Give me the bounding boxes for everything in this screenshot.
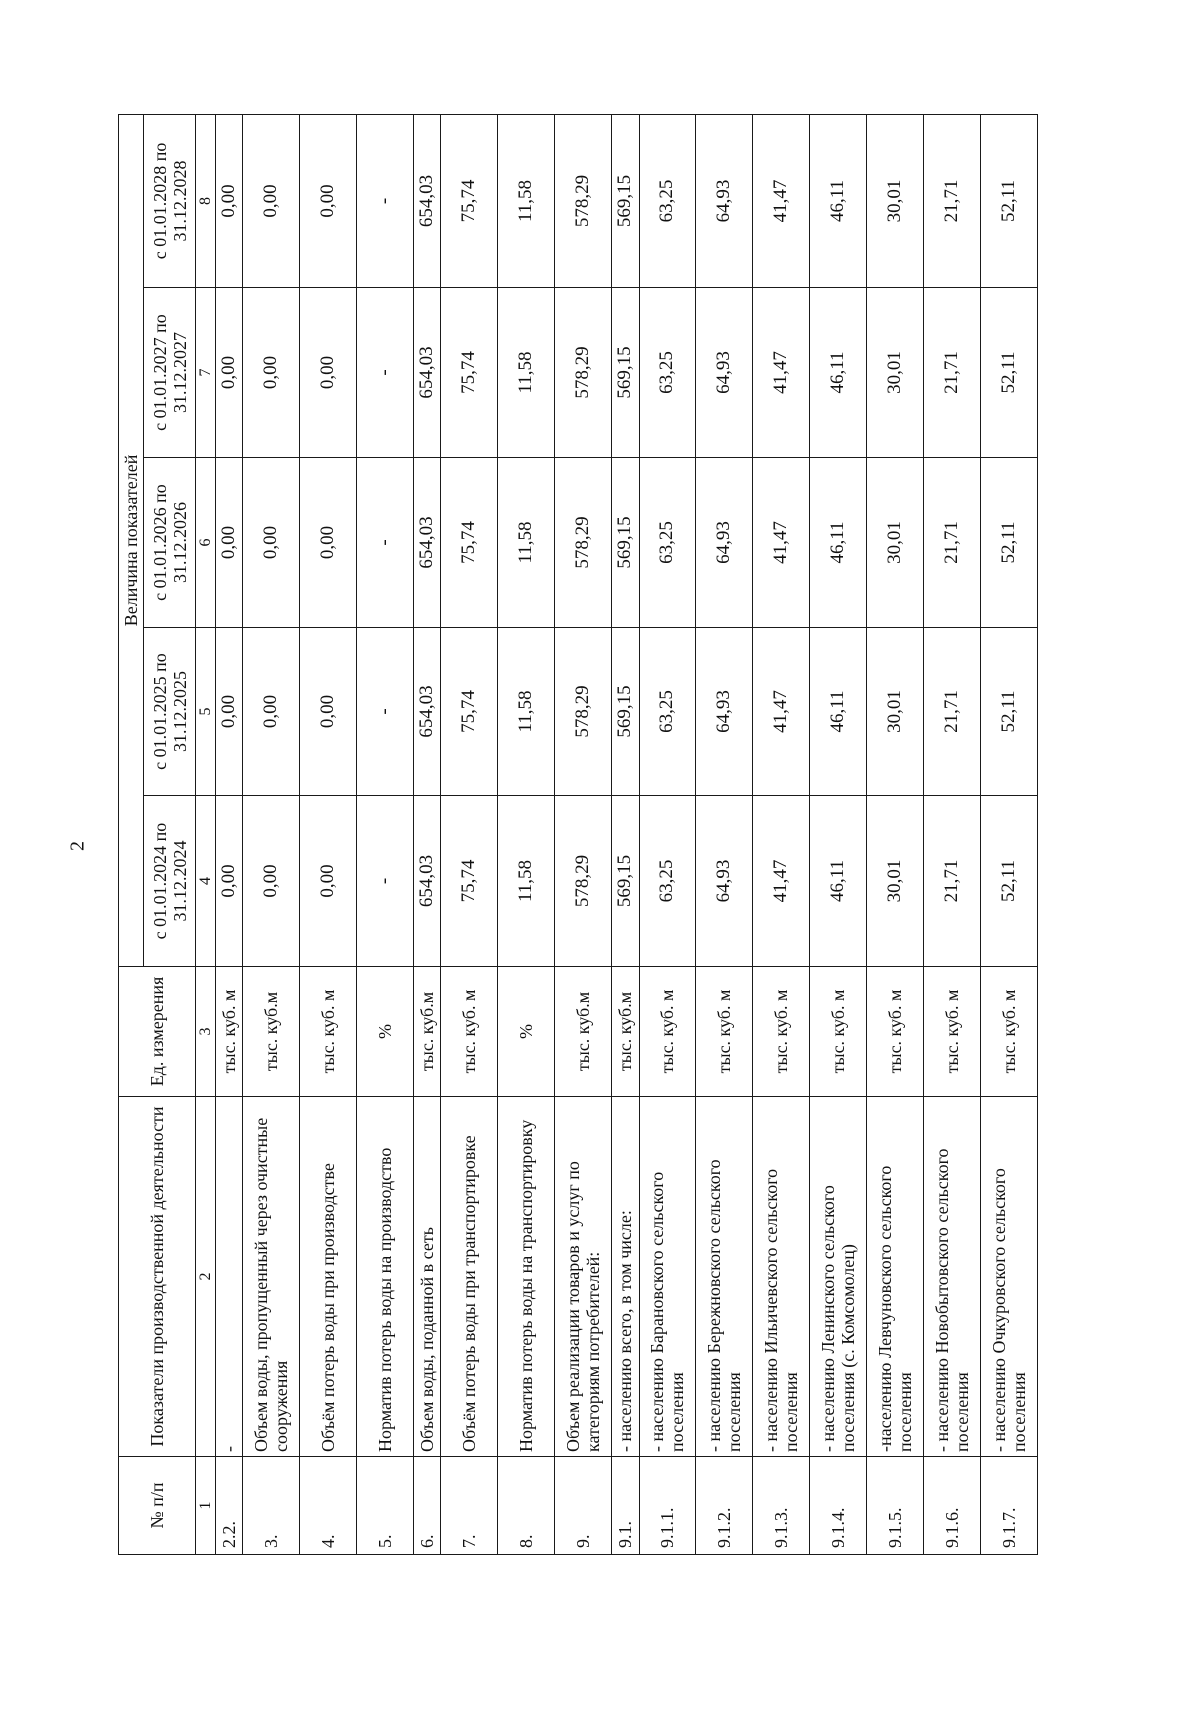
- value-cell: 52,11: [980, 796, 1037, 967]
- header-unit: Ед. измерения: [119, 967, 196, 1097]
- page-number: 2: [66, 841, 89, 851]
- value-cell: 11,58: [498, 114, 555, 287]
- indicator-name: - населению Очкуровского сельского поселения: [980, 1097, 1037, 1457]
- value-cell: 52,11: [980, 114, 1037, 287]
- unit-cell: %: [498, 967, 555, 1097]
- table-row: [498, 114, 555, 1554]
- value-cell: 64,93: [696, 796, 753, 967]
- indicator-name: Объем реализации товаров и услуг по категориям потребителей:: [555, 1097, 612, 1457]
- table-row: [867, 114, 924, 1554]
- header-name: Показатели производственной деятельности: [119, 1097, 196, 1457]
- value-cell: 569,15: [612, 796, 639, 967]
- value-cell: 0,00: [243, 796, 300, 967]
- value-cell: 569,15: [612, 458, 639, 628]
- value-cell: 0,00: [216, 458, 243, 628]
- indicator-name: - населению всего, в том числе:: [612, 1097, 639, 1457]
- table-row: [980, 114, 1037, 1554]
- row-number: 2.2.: [216, 1457, 243, 1555]
- value-cell: 63,25: [639, 288, 696, 458]
- indicators-table-container: [118, 115, 1038, 1555]
- value-cell: 578,29: [555, 796, 612, 967]
- row-number: 7.: [441, 1457, 498, 1555]
- indicator-name: - населению Барановского сельского поселения: [639, 1097, 696, 1457]
- value-cell: 0,00: [243, 458, 300, 628]
- column-number-row: [196, 114, 216, 1554]
- value-cell: 64,93: [696, 458, 753, 628]
- table-row: [810, 114, 867, 1554]
- unit-cell: тыс. куб. м: [867, 967, 924, 1097]
- value-cell: 0,00: [216, 796, 243, 967]
- value-cell: 0,00: [300, 458, 357, 628]
- value-cell: 654,03: [414, 114, 441, 287]
- indicator-name: Объём потерь воды при производстве: [300, 1097, 357, 1457]
- value-cell: 569,15: [612, 628, 639, 796]
- unit-cell: тыс. куб.м: [555, 967, 612, 1097]
- value-cell: 21,71: [924, 288, 981, 458]
- table-row: [414, 114, 441, 1554]
- column-number: 3: [196, 967, 216, 1097]
- value-cell: 654,03: [414, 628, 441, 796]
- indicator-name: - населению Ильичевского сельского поселения: [753, 1097, 810, 1457]
- value-cell: 11,58: [498, 628, 555, 796]
- value-cell: 0,00: [243, 114, 300, 287]
- value-cell: 75,74: [441, 114, 498, 287]
- value-cell: 30,01: [867, 628, 924, 796]
- value-cell: 654,03: [414, 796, 441, 967]
- value-cell: 11,58: [498, 796, 555, 967]
- table-row: [216, 114, 243, 1554]
- value-cell: 63,25: [639, 458, 696, 628]
- header-period-2: с 01.01.2025 по 31.12.2025: [144, 628, 196, 796]
- value-cell: 578,29: [555, 114, 612, 287]
- row-number: 6.: [414, 1457, 441, 1555]
- value-cell: 75,74: [441, 458, 498, 628]
- value-cell: 63,25: [639, 628, 696, 796]
- indicator-name: - населению Новобытовского сельского поселения: [924, 1097, 981, 1457]
- header-period-5: с 01.01.2028 по 31.12.2028: [144, 114, 196, 287]
- row-number: 9.1.1.: [639, 1457, 696, 1555]
- value-cell: 21,71: [924, 796, 981, 967]
- value-cell: 30,01: [867, 114, 924, 287]
- row-number: 9.1.7.: [980, 1457, 1037, 1555]
- value-cell: -: [357, 288, 414, 458]
- value-cell: 63,25: [639, 796, 696, 967]
- header-no: № п/п: [119, 1457, 196, 1555]
- header-period-4: с 01.01.2027 по 31.12.2027: [144, 288, 196, 458]
- row-number: 9.: [555, 1457, 612, 1555]
- value-cell: 0,00: [216, 114, 243, 287]
- unit-cell: %: [357, 967, 414, 1097]
- table-row: [696, 114, 753, 1554]
- indicator-name: -: [216, 1097, 243, 1457]
- row-number: 9.1.: [612, 1457, 639, 1555]
- indicator-name: Объём потерь воды при транспортировке: [441, 1097, 498, 1457]
- value-cell: 0,00: [300, 628, 357, 796]
- row-number: 5.: [357, 1457, 414, 1555]
- value-cell: 578,29: [555, 288, 612, 458]
- value-cell: 578,29: [555, 458, 612, 628]
- value-cell: 21,71: [924, 628, 981, 796]
- unit-cell: тыс. куб. м: [924, 967, 981, 1097]
- indicator-name: - населению Бережновского сельского поселения: [696, 1097, 753, 1457]
- value-cell: 0,00: [300, 796, 357, 967]
- row-number: 9.1.4.: [810, 1457, 867, 1555]
- table-row: [300, 114, 357, 1554]
- unit-cell: тыс. куб. м: [216, 967, 243, 1097]
- value-cell: 75,74: [441, 796, 498, 967]
- indicator-name: Норматив потерь воды на производство: [357, 1097, 414, 1457]
- value-cell: 63,25: [639, 114, 696, 287]
- table-row: [924, 114, 981, 1554]
- header-group: Величина показателей: [119, 114, 144, 966]
- value-cell: 11,58: [498, 458, 555, 628]
- indicator-name: - населению Ленинского сельского поселения (с. Комсомолец): [810, 1097, 867, 1457]
- column-number: 8: [196, 114, 216, 287]
- value-cell: 21,71: [924, 114, 981, 287]
- value-cell: 64,93: [696, 628, 753, 796]
- value-cell: 64,93: [696, 288, 753, 458]
- value-cell: 75,74: [441, 628, 498, 796]
- value-cell: 569,15: [612, 114, 639, 287]
- table-row: [753, 114, 810, 1554]
- table-row: [357, 114, 414, 1554]
- table-body: [216, 114, 1038, 1554]
- row-number: 9.1.2.: [696, 1457, 753, 1555]
- value-cell: 46,11: [810, 628, 867, 796]
- value-cell: -: [357, 628, 414, 796]
- unit-cell: тыс. куб. м: [696, 967, 753, 1097]
- value-cell: 52,11: [980, 458, 1037, 628]
- header-period-1: с 01.01.2024 по 31.12.2024: [144, 796, 196, 967]
- column-number: 2: [196, 1097, 216, 1457]
- indicator-name: Норматив потерь воды на транспортировку: [498, 1097, 555, 1457]
- value-cell: 52,11: [980, 628, 1037, 796]
- unit-cell: тыс. куб. м: [810, 967, 867, 1097]
- value-cell: 46,11: [810, 288, 867, 458]
- indicators-table: [118, 114, 1038, 1555]
- value-cell: 0,00: [243, 628, 300, 796]
- value-cell: 654,03: [414, 458, 441, 628]
- row-number: 3.: [243, 1457, 300, 1555]
- table-row: [243, 114, 300, 1554]
- indicator-name: -населению Левчуновского сельского поселения: [867, 1097, 924, 1457]
- unit-cell: тыс. куб. м: [639, 967, 696, 1097]
- value-cell: 654,03: [414, 288, 441, 458]
- column-number: 5: [196, 628, 216, 796]
- table-row: [441, 114, 498, 1554]
- row-number: 8.: [498, 1457, 555, 1555]
- header-period-3: с 01.01.2026 по 31.12.2026: [144, 458, 196, 628]
- unit-cell: тыс. куб.м: [243, 967, 300, 1097]
- value-cell: 578,29: [555, 628, 612, 796]
- value-cell: -: [357, 114, 414, 287]
- value-cell: 46,11: [810, 458, 867, 628]
- row-number: 4.: [300, 1457, 357, 1555]
- value-cell: 46,11: [810, 114, 867, 287]
- indicator-name: Объем воды, поданной в сеть: [414, 1097, 441, 1457]
- value-cell: 41,47: [753, 628, 810, 796]
- row-number: 9.1.5.: [867, 1457, 924, 1555]
- column-number: 1: [196, 1457, 216, 1555]
- value-cell: -: [357, 796, 414, 967]
- value-cell: 0,00: [216, 288, 243, 458]
- unit-cell: тыс. куб. м: [300, 967, 357, 1097]
- value-cell: 30,01: [867, 796, 924, 967]
- column-number: 7: [196, 288, 216, 458]
- value-cell: 41,47: [753, 288, 810, 458]
- value-cell: 11,58: [498, 288, 555, 458]
- column-number: 6: [196, 458, 216, 628]
- unit-cell: тыс. куб.м: [414, 967, 441, 1097]
- value-cell: 0,00: [243, 288, 300, 458]
- table-row: [639, 114, 696, 1554]
- value-cell: 569,15: [612, 288, 639, 458]
- value-cell: 46,11: [810, 796, 867, 967]
- unit-cell: тыс. куб. м: [980, 967, 1037, 1097]
- value-cell: 0,00: [216, 628, 243, 796]
- value-cell: 0,00: [300, 114, 357, 287]
- value-cell: 52,11: [980, 288, 1037, 458]
- unit-cell: тыс. куб. м: [441, 967, 498, 1097]
- value-cell: 30,01: [867, 458, 924, 628]
- value-cell: -: [357, 458, 414, 628]
- value-cell: 64,93: [696, 114, 753, 287]
- value-cell: 41,47: [753, 458, 810, 628]
- row-number: 9.1.3.: [753, 1457, 810, 1555]
- value-cell: 41,47: [753, 114, 810, 287]
- value-cell: 30,01: [867, 288, 924, 458]
- column-number: 4: [196, 796, 216, 967]
- row-number: 9.1.6.: [924, 1457, 981, 1555]
- value-cell: 0,00: [300, 288, 357, 458]
- value-cell: 21,71: [924, 458, 981, 628]
- value-cell: 75,74: [441, 288, 498, 458]
- indicator-name: Объем воды, пропущенный через очистные сооружения: [243, 1097, 300, 1457]
- table-row: [612, 114, 639, 1554]
- unit-cell: тыс. куб.м: [612, 967, 639, 1097]
- value-cell: 41,47: [753, 796, 810, 967]
- table-row: [555, 114, 612, 1554]
- unit-cell: тыс. куб. м: [753, 967, 810, 1097]
